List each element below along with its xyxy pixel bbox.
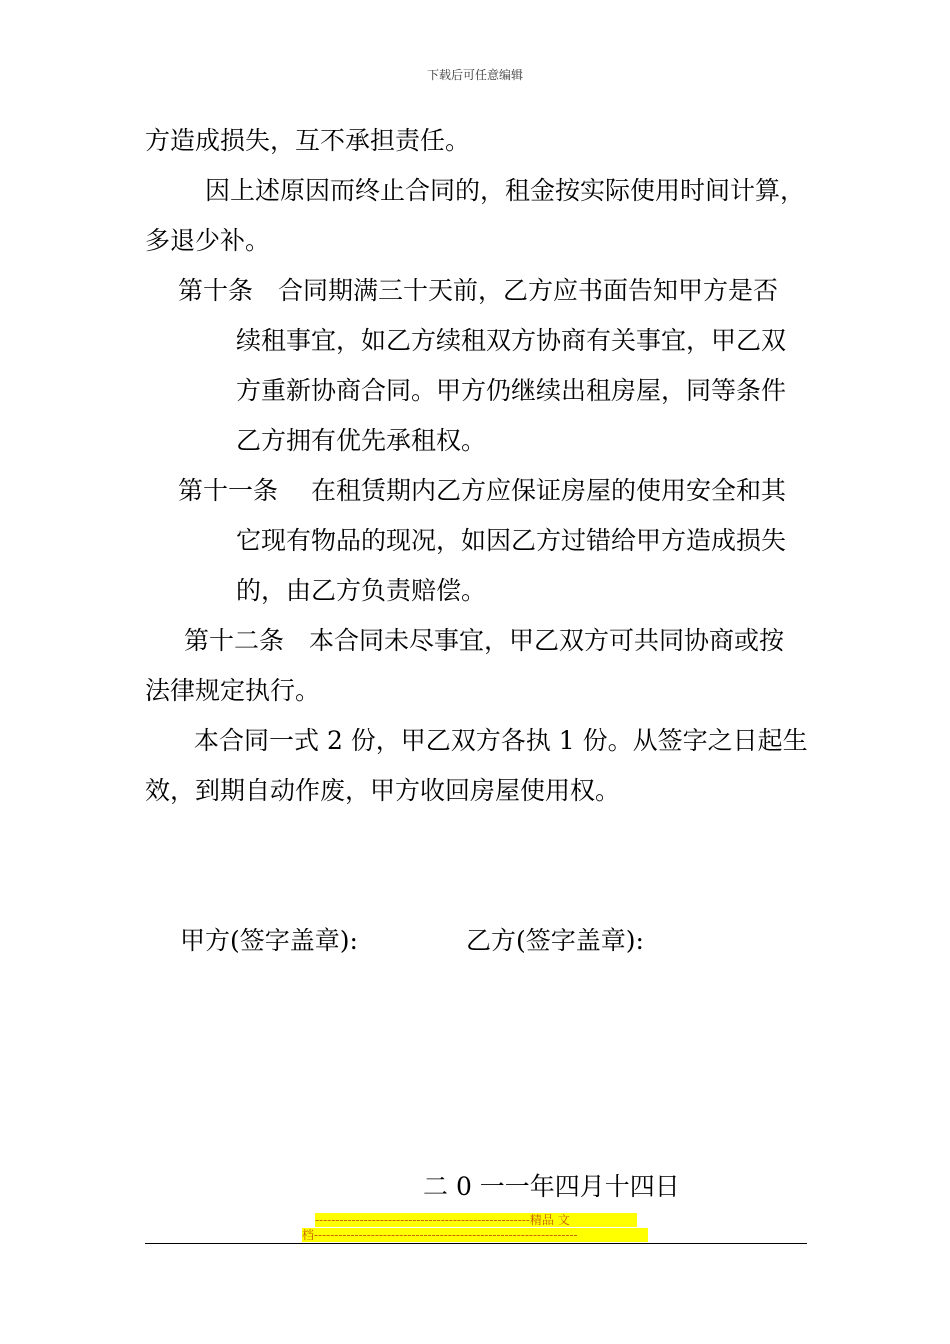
body-line: 方造成损失，互不承担责任。 <box>145 126 471 155</box>
body-line: 效，到期自动作废，甲方收回房屋使用权。 <box>145 776 621 805</box>
clause-10-line: 第十条 合同期满三十天前，乙方应书面告知甲方是否 <box>178 276 779 305</box>
clause-11-line: 的，由乙方负责赔偿。 <box>236 576 487 605</box>
clause-10-line: 续租事宜，如乙方续租双方协商有关事宜，甲乙双 <box>236 326 787 355</box>
body-line: 本合同一式 2 份，甲乙双方各执 1 份。从签字之日起生 <box>194 726 808 755</box>
body-line: 多退少补。 <box>145 226 271 255</box>
clause-12-line: 法律规定执行。 <box>145 676 321 705</box>
clause-11-line: 它现有物品的现况，如因乙方过错给甲方造成损失 <box>236 526 787 555</box>
footer-banner-line2: 档----------------------------------------------------------------- <box>302 1228 648 1242</box>
footer-divider <box>145 1243 807 1244</box>
party-b-signature-label: 乙方(签字盖章): <box>466 926 644 955</box>
contract-date: 二 0 一一年四月十四日 <box>423 1172 680 1201</box>
footer-banner-line1: -----------------------------------------------------精品 文 <box>315 1213 637 1227</box>
clause-11-line: 第十一条 在租赁期内乙方应保证房屋的使用安全和其 <box>178 476 786 505</box>
clause-10-line: 乙方拥有优先承租权。 <box>236 426 487 455</box>
page-header-note: 下载后可任意编辑 <box>426 68 523 82</box>
body-line: 因上述原因而终止合同的，租金按实际使用时间计算， <box>205 176 806 205</box>
clause-12-line: 第十二条 本合同未尽事宜，甲乙双方可共同协商或按 <box>184 626 785 655</box>
clause-10-line: 方重新协商合同。甲方仍继续出租房屋，同等条件 <box>236 376 787 405</box>
party-a-signature-label: 甲方(签字盖章): <box>180 926 358 955</box>
